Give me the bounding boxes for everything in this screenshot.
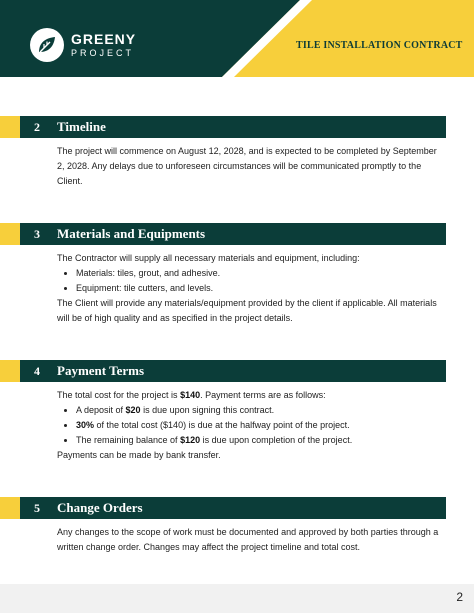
section-header-change-orders <box>0 497 446 519</box>
payment-intro-text-end: . Payment terms are as follows: <box>200 390 326 400</box>
payment-outro: Payments can be made by bank transfer. <box>57 450 221 460</box>
document-title: TILE INSTALLATION CONTRACT <box>296 40 463 51</box>
list-item-text: A deposit of <box>76 405 126 415</box>
section-title: Materials and Equipments <box>57 226 206 241</box>
list-item-text: of the total cost ($140) is due at the halfway point of the project. <box>94 420 350 430</box>
section-header-timeline <box>0 116 446 138</box>
payment-list <box>57 403 445 448</box>
page-number: 2 <box>456 590 463 604</box>
page-footer <box>0 584 474 613</box>
brand-name: GREENY <box>71 31 137 47</box>
page-header <box>0 0 474 77</box>
materials-outro: The Client will provide any materials/equipment provided by the client if applicable. All materials will be of high quality and as specified in the project details. <box>57 298 437 323</box>
payment-body <box>57 388 445 463</box>
list-item: • Materials: tiles, grout, and adhesive. <box>76 266 445 281</box>
section-number: 3 <box>34 227 40 241</box>
timeline-paragraph: The project will commence on August 12, 2028, and is expected to be completed by September 2, 2028. Any delays due to unforeseen circumstances will be communicated promptly to the Client. <box>57 146 437 186</box>
list-item <box>76 433 445 448</box>
leaf-icon <box>30 28 64 62</box>
list-item <box>76 403 445 418</box>
list-item-amount: 30% <box>76 420 95 430</box>
section-accent <box>0 116 20 138</box>
total-cost-amount: $140 <box>180 390 201 400</box>
section-header-materials <box>0 223 446 245</box>
section-title: Payment Terms <box>57 363 145 378</box>
brand-subtitle: PROJECT <box>71 48 135 58</box>
section-accent <box>0 223 20 245</box>
section-number: 5 <box>34 501 40 515</box>
section-title: Change Orders <box>57 500 143 515</box>
list-item <box>76 418 445 433</box>
brand-logo <box>30 28 136 62</box>
payment-intro <box>57 388 445 403</box>
materials-intro: The Contractor will supply all necessary materials and equipment, including: <box>57 253 360 263</box>
list-item-text: The remaining balance of <box>76 435 181 445</box>
section-number: 4 <box>34 364 40 378</box>
section-title: Timeline <box>57 119 106 134</box>
timeline-body <box>57 144 445 189</box>
change-orders-paragraph: Any changes to the scope of work must be documented and approved by both parties through a written change order. Changes may affect the project timeline and total cost. <box>57 527 439 552</box>
section-accent <box>0 360 20 382</box>
payment-intro-text: The total cost for the project is <box>57 390 181 400</box>
section-accent <box>0 497 20 519</box>
list-item-text: is due upon signing this contract. <box>140 405 275 415</box>
materials-list <box>57 266 445 296</box>
list-item-text: is due upon completion of the project. <box>200 435 353 445</box>
list-item-amount: $20 <box>125 405 141 415</box>
change-orders-body <box>57 525 445 555</box>
list-item-amount: $120 <box>180 435 201 445</box>
section-number: 2 <box>34 120 40 134</box>
list-item: • Equipment: tile cutters, and levels. <box>76 281 445 296</box>
section-header-payment <box>0 360 446 382</box>
materials-body <box>57 251 445 326</box>
